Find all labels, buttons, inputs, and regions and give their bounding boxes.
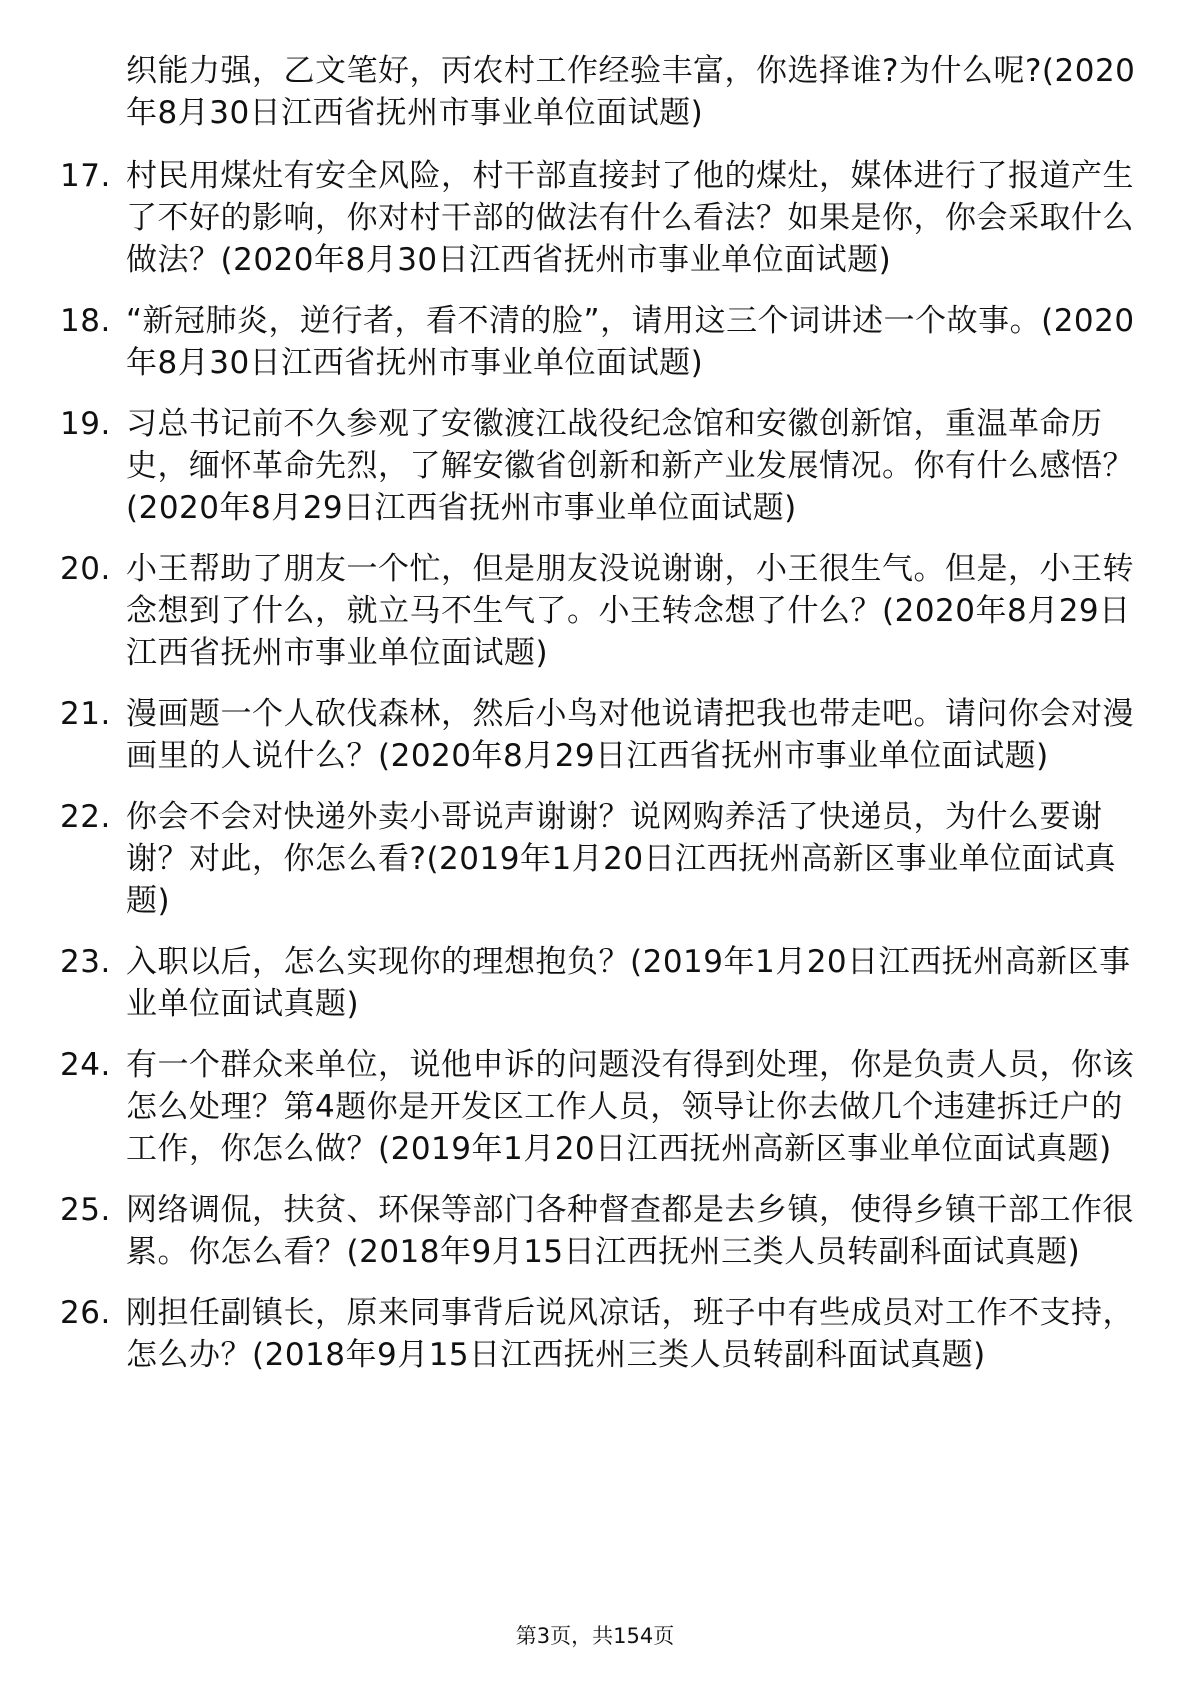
- question-text: 入职以后，怎么实现你的理想抱负？(2019年1月20日江西抚州高新区事业单位面试真题): [126, 944, 1131, 1022]
- page-number-label: 第3页，共154页: [515, 1624, 675, 1648]
- question-number: 26.: [60, 1295, 111, 1331]
- question-text: 网络调侃，扶贫、环保等部门各种督查都是去乡镇，使得乡镇干部工作很累。你怎么看？(2018年9月15日江西抚州三类人员转副科面试真题): [126, 1192, 1134, 1270]
- question-text: 织能力强，乙文笔好，丙农村工作经验丰富，你选择谁?为什么呢?(2020年8月30日江西省抚州市事业单位面试题): [126, 53, 1136, 131]
- question-item: [60, 403, 1140, 529]
- question-number: 22.: [60, 799, 111, 835]
- question-item: [60, 50, 1140, 134]
- question-text: 小王帮助了朋友一个忙，但是朋友没说谢谢，小王很生气。但是，小王转念想到了什么，就立马不生气了。小王转念想了什么？(2020年8月29日江西省抚州市事业单位面试题): [126, 551, 1134, 671]
- question-number: 19.: [60, 406, 111, 442]
- question-item: [60, 300, 1140, 384]
- question-text: 村民用煤灶有安全风险，村干部直接封了他的煤灶，媒体进行了报道产生了不好的影响，你对村干部的做法有什么看法？如果是你，你会采取什么做法？(2020年8月30日江西省抚州市事业单位面试题): [126, 158, 1134, 278]
- question-number: 18.: [60, 303, 111, 339]
- question-item: [60, 155, 1140, 281]
- question-item: [60, 796, 1140, 922]
- question-item: [60, 941, 1140, 1025]
- question-number: 24.: [60, 1047, 111, 1083]
- page-footer: [0, 1620, 1190, 1650]
- question-text: 有一个群众来单位，说他申诉的问题没有得到处理，你是负责人员，你该怎么处理？第4题你是开发区工作人员，领导让你去做几个违建拆迁户的工作，你怎么做？(2019年1月20日江西抚州高新区事业单位面试真题): [126, 1047, 1134, 1167]
- question-number: 23.: [60, 944, 111, 980]
- question-item: [60, 1292, 1140, 1376]
- question-text: 你会不会对快递外卖小哥说声谢谢？说网购养活了快递员，为什么要谢谢？对此，你怎么看?(2019年1月20日江西抚州高新区事业单位面试真题): [126, 799, 1117, 919]
- question-text: 漫画题一个人砍伐森林，然后小鸟对他说请把我也带走吧。请问你会对漫画里的人说什么？(2020年8月29日江西省抚州市事业单位面试题): [126, 696, 1134, 774]
- question-text: “新冠肺炎，逆行者，看不清的脸”，请用这三个词讲述一个故事。(2020年8月30日江西省抚州市事业单位面试题): [126, 303, 1135, 381]
- question-text: 刚担任副镇长，原来同事背后说风凉话，班子中有些成员对工作不支持，怎么办？(2018年9月15日江西抚州三类人员转副科面试真题): [126, 1295, 1134, 1373]
- question-number: 21.: [60, 696, 111, 732]
- question-item: [60, 548, 1140, 674]
- question-item: [60, 1044, 1140, 1170]
- question-item: [60, 1189, 1140, 1273]
- question-list: [60, 50, 1140, 1395]
- question-number: 25.: [60, 1192, 111, 1228]
- question-number: 20.: [60, 551, 111, 587]
- question-item: [60, 693, 1140, 777]
- question-number: 17.: [60, 158, 111, 194]
- question-text: 习总书记前不久参观了安徽渡江战役纪念馆和安徽创新馆，重温革命历史，缅怀革命先烈，了解安徽省创新和新产业发展情况。你有什么感悟？(2020年8月29日江西省抚州市事业单位面试题): [126, 406, 1134, 526]
